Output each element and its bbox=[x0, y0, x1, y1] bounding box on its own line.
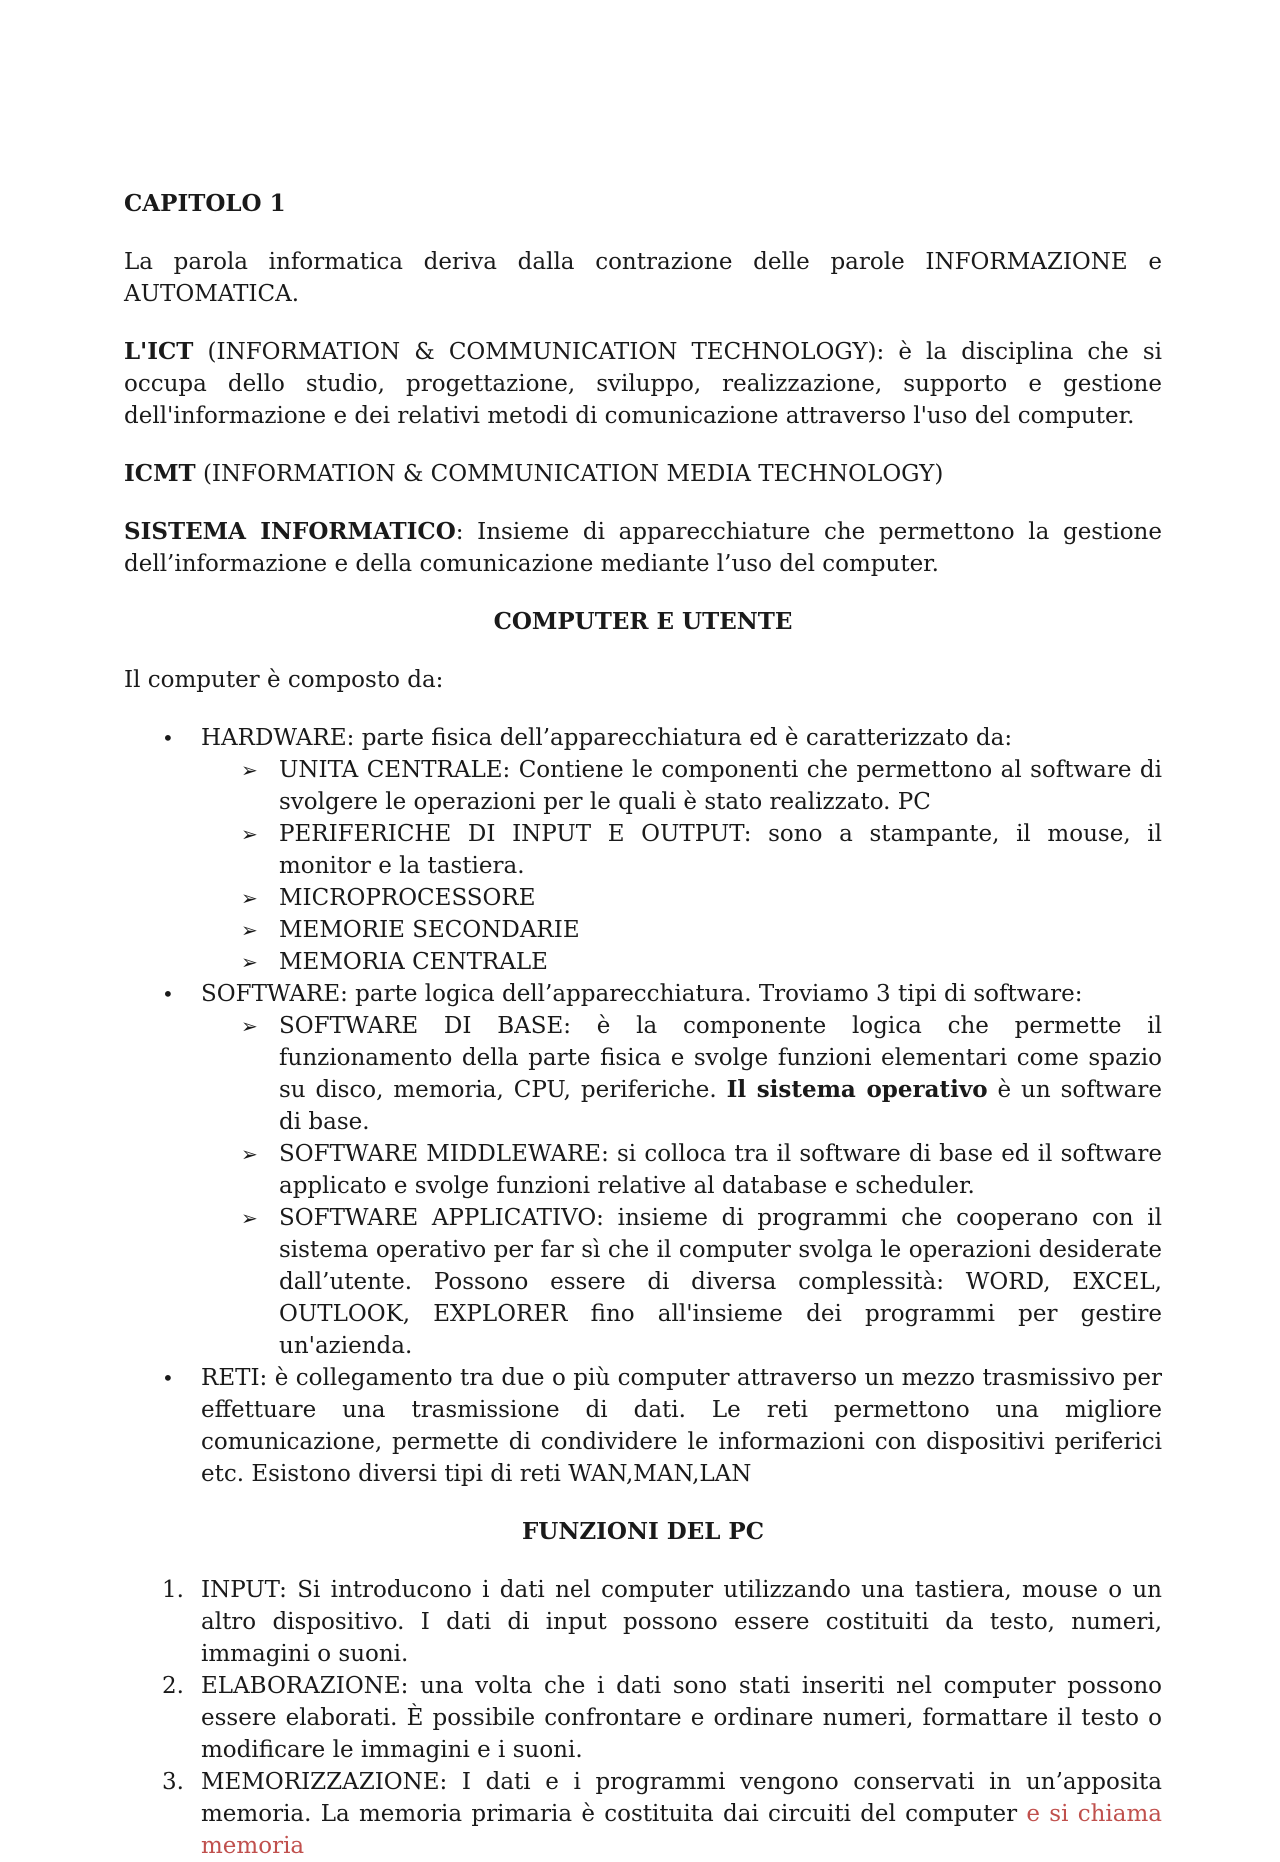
section-title-funzioni-pc: FUNZIONI DEL PC bbox=[521, 1518, 765, 1545]
arrow-icon: ➢ bbox=[241, 758, 258, 782]
arrow-icon: ➢ bbox=[241, 918, 258, 942]
list-item: 2. ELABORAZIONE: una volta che i dati sono stati inseriti nel computer possono essere elaborati. È possibile confrontare e ordinare numeri, formattare il testo o modificare le immagini e i suoni. bbox=[124, 1670, 1162, 1766]
chapter-title: CAPITOLO 1 bbox=[124, 190, 286, 217]
bullet-icon: • bbox=[162, 982, 174, 1006]
arrow-icon: ➢ bbox=[241, 822, 258, 846]
list-item: ➢ PERIFERICHE DI INPUT E OUTPUT: sono a stampante, il mouse, il monitor e la tastiera. bbox=[201, 818, 1162, 882]
arrow-icon: ➢ bbox=[241, 886, 258, 910]
bullet-icon: • bbox=[162, 1366, 174, 1390]
ict-paragraph bbox=[124, 336, 1162, 432]
icmt-paragraph bbox=[124, 458, 1162, 490]
highlighted-text: e si chiama memoria bbox=[201, 1801, 1162, 1859]
list-item: 3. MEMORIZZAZIONE: I dati e i programmi vengono conservati in un’apposita memoria. La memoria primaria è costituita dai circuiti del computer e si chiama memoria bbox=[124, 1766, 1162, 1862]
list-item: ➢ UNITA CENTRALE: Contiene le componenti che permettono al software di svolgere le operazioni per le quali è stato realizzato. PC bbox=[201, 754, 1162, 818]
section-title-computer-utente: COMPUTER E UTENTE bbox=[493, 608, 793, 635]
computer-components-list bbox=[124, 722, 1162, 1490]
computer-intro: Il computer è composto da: bbox=[124, 667, 444, 693]
software-text: SOFTWARE: parte logica dell’apparecchiatura. Troviamo 3 tipi di software: bbox=[201, 981, 1083, 1007]
list-item: 1. INPUT: Si introducono i dati nel computer utilizzando una tastiera, mouse o un altro dispositivo. I dati di input possono essere costituiti da testo, numeri, immagini o suoni. bbox=[124, 1574, 1162, 1670]
arrow-icon: ➢ bbox=[241, 950, 258, 974]
list-number: 1. bbox=[162, 1577, 184, 1603]
list-number: 3. bbox=[162, 1769, 184, 1795]
sistema-term: SISTEMA INFORMATICO bbox=[124, 518, 456, 545]
ict-definition: (INFORMATION & COMMUNICATION TECHNOLOGY): è la disciplina che si occupa dello studio, progettazione, sviluppo, realizzazione, supporto e gestione dell'informazione e dei relativi metodi di comunicazione attraverso l'uso del computer. bbox=[124, 339, 1162, 429]
sistema-operativo-bold: Il sistema operativo bbox=[726, 1076, 988, 1103]
list-item: ➢ MEMORIE SECONDARIE bbox=[201, 914, 1162, 946]
list-item-software-applicativo: ➢ SOFTWARE APPLICATIVO: insieme di programmi che cooperano con il sistema operativo per far sì che il computer svolga le operazioni desiderate dall’utente. Possono essere di diversa complessità: WORD, EXCEL, OUTLOOK, EXPLORER fino all'insieme dei programmi per gestire un'azienda. bbox=[201, 1202, 1162, 1362]
hardware-text: HARDWARE: parte fisica dell’apparecchiatura ed è caratterizzato da: bbox=[201, 725, 1013, 751]
funzioni-list bbox=[124, 1574, 1162, 1862]
ict-term: L'ICT bbox=[124, 338, 194, 365]
bullet-icon: • bbox=[162, 726, 174, 750]
list-item-software-base: ➢ SOFTWARE DI BASE: è la componente logica che permette il funzionamento della parte fisica e svolge funzioni elementari come spazio su disco, memoria, CPU, periferiche. Il sistema operativo è un software di base. bbox=[201, 1010, 1162, 1138]
list-item: ➢ MEMORIA CENTRALE bbox=[201, 946, 1162, 978]
icmt-term: ICMT bbox=[124, 460, 196, 487]
hardware-sublist bbox=[201, 754, 1162, 978]
list-item: ➢ MICROPROCESSORE bbox=[201, 882, 1162, 914]
list-item-reti bbox=[124, 1362, 1162, 1490]
software-sublist bbox=[201, 1010, 1162, 1362]
reti-text: RETI: è collegamento tra due o più computer attraverso un mezzo trasmissivo per effettuare una trasmissione di dati. Le reti permettono una migliore comunicazione, permette di condividere le informazioni con dispositivi periferici etc. Esistono diversi tipi di reti WAN,MAN,LAN bbox=[201, 1365, 1162, 1487]
sistema-definition: : Insieme di apparecchiature che permettono la gestione dell’informazione e della comunicazione mediante l’uso del computer. bbox=[124, 519, 1162, 577]
arrow-icon: ➢ bbox=[241, 1014, 258, 1038]
list-number: 2. bbox=[162, 1673, 184, 1699]
list-item-hardware bbox=[124, 722, 1162, 978]
arrow-icon: ➢ bbox=[241, 1142, 258, 1166]
icmt-definition: (INFORMATION & COMMUNICATION MEDIA TECHNOLOGY) bbox=[195, 461, 944, 487]
arrow-icon: ➢ bbox=[241, 1206, 258, 1230]
list-item-software-middleware: ➢ SOFTWARE MIDDLEWARE: si colloca tra il software di base ed il software applicato e svolge funzioni relative al database e scheduler. bbox=[201, 1138, 1162, 1202]
intro-paragraph: La parola informatica deriva dalla contrazione delle parole INFORMAZIONE e AUTOMATICA. bbox=[124, 249, 1162, 307]
sistema-paragraph bbox=[124, 516, 1162, 580]
list-item-software bbox=[124, 978, 1162, 1362]
